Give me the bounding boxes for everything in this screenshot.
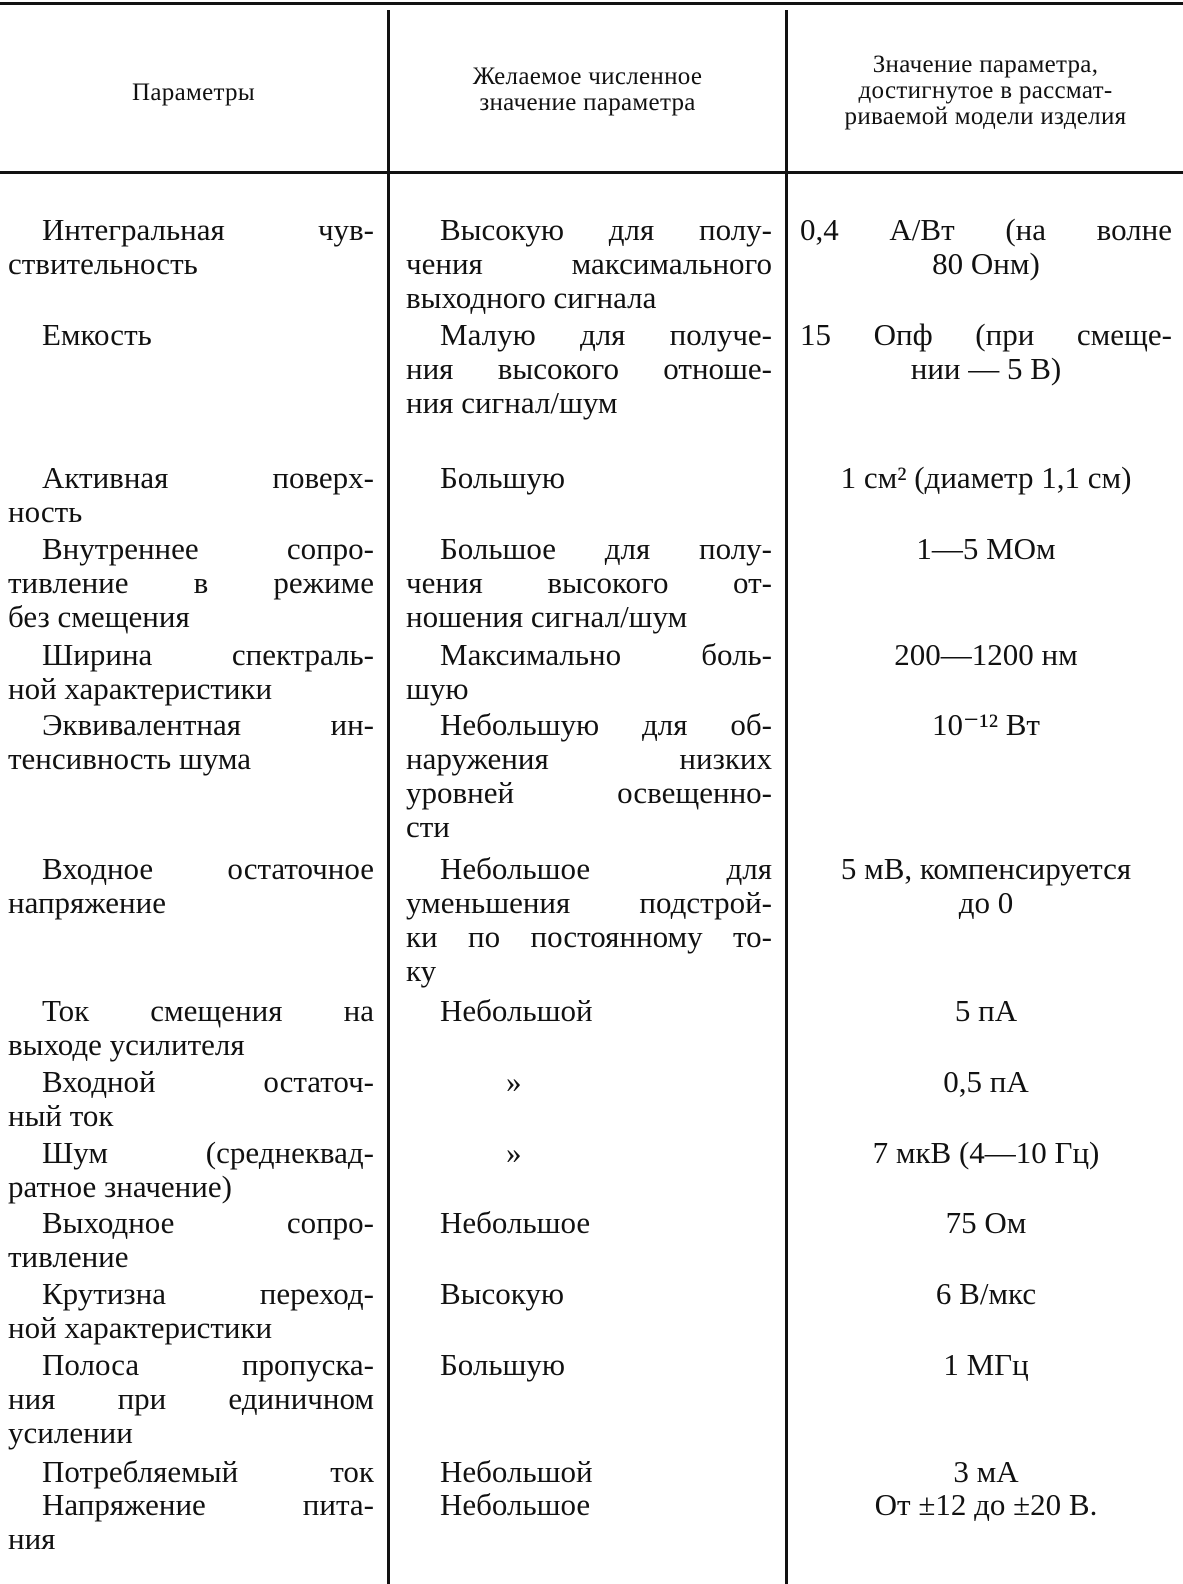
row-12-desired: Высокую <box>440 1276 565 1311</box>
row-6-param: Эквивалентная ин- тенсивность шума <box>8 707 374 776</box>
row-15-param: Напряжение пита- ния <box>8 1487 374 1556</box>
row-10-desired: » <box>506 1135 522 1170</box>
row-8-value: 5 пА <box>954 993 1018 1028</box>
row-3-desired: Большую <box>440 460 566 495</box>
row-14-value: 3 мА <box>953 1454 1019 1489</box>
row-7-value: 5 мВ, компенсируется до 0 <box>840 851 1132 920</box>
header-achieved: Значение параметра, достигнутое в рассмат- риваемой модели изделия <box>844 51 1127 130</box>
row-9-desired: » <box>506 1064 522 1099</box>
row-13-desired: Большую <box>440 1347 566 1382</box>
row-4-desired: Большое для полу- чения высокого от- ношения сигнал/шум <box>406 531 772 634</box>
row-1-param: Интегральная чув- ствительность <box>8 212 374 281</box>
row-6-value: 10⁻¹² Вт <box>932 707 1040 742</box>
row-1-value: 0,4 А/Вт (на волне 80 Онм) <box>800 212 1172 281</box>
row-10-param: Шум (среднеквад- ратное значение) <box>8 1135 374 1204</box>
row-7-param: Входное остаточное напряжение <box>8 851 374 920</box>
row-14-param: Потребляемый ток <box>42 1454 374 1489</box>
row-1-desired: Высокую для полу- чения максимального выходного сигнала <box>406 212 772 315</box>
row-2-param: Емкость <box>42 317 152 352</box>
column-divider-1 <box>387 10 390 1584</box>
row-12-value: 6 В/мкс <box>935 1276 1037 1311</box>
row-5-param: Ширина спектраль- ной характеристики <box>8 637 374 706</box>
row-15-value: От ±12 до ±20 В. <box>874 1487 1098 1522</box>
row-13-param: Полоса пропуска- ния при единичном усилении <box>8 1347 374 1450</box>
row-5-desired: Максимально боль- шую <box>406 637 772 706</box>
row-3-param: Активная поверх- ность <box>8 460 374 529</box>
row-3-value: 1 см² (диаметр 1,1 см) <box>840 460 1132 495</box>
row-5-value: 200—1200 нм <box>894 637 1078 672</box>
row-15-desired: Небольшое <box>440 1487 591 1522</box>
row-9-value: 0,5 пА <box>943 1064 1029 1099</box>
row-14-desired: Небольшой <box>440 1454 593 1489</box>
row-2-value: 15 Опф (при смеще- нии — 5 В) <box>800 317 1172 386</box>
row-9-param: Входной остаточ- ный ток <box>8 1064 374 1133</box>
row-6-desired: Небольшую для об- наружения низких уровней освещенно- сти <box>406 707 772 844</box>
row-8-param: Ток смещения на выходе усилителя <box>8 993 374 1062</box>
row-7-desired: Небольшое для уменьшения подстрой- ки по постоянному то- ку <box>406 851 772 988</box>
header-desired: Желаемое численное значение параметра <box>472 63 703 116</box>
row-8-desired: Небольшой <box>440 993 593 1028</box>
row-13-value: 1 МГц <box>943 1347 1029 1382</box>
row-11-value: 75 Ом <box>945 1205 1027 1240</box>
row-12-param: Крутизна переход- ной характеристики <box>8 1276 374 1345</box>
header-rule <box>0 171 1183 174</box>
row-10-value: 7 мкВ (4—10 Гц) <box>872 1135 1100 1170</box>
top-rule <box>0 2 1183 5</box>
column-divider-2 <box>785 10 788 1584</box>
row-11-param: Выходное сопро- тивление <box>8 1205 374 1274</box>
header-params: Параметры <box>132 79 255 106</box>
row-11-desired: Небольшое <box>440 1205 591 1240</box>
row-4-param: Внутреннее сопро- тивление в режиме без смещения <box>8 531 374 634</box>
row-2-desired: Малую для получе- ния высокого отноше- ния сигнал/шум <box>406 317 772 420</box>
row-4-value: 1—5 МОм <box>916 531 1056 566</box>
